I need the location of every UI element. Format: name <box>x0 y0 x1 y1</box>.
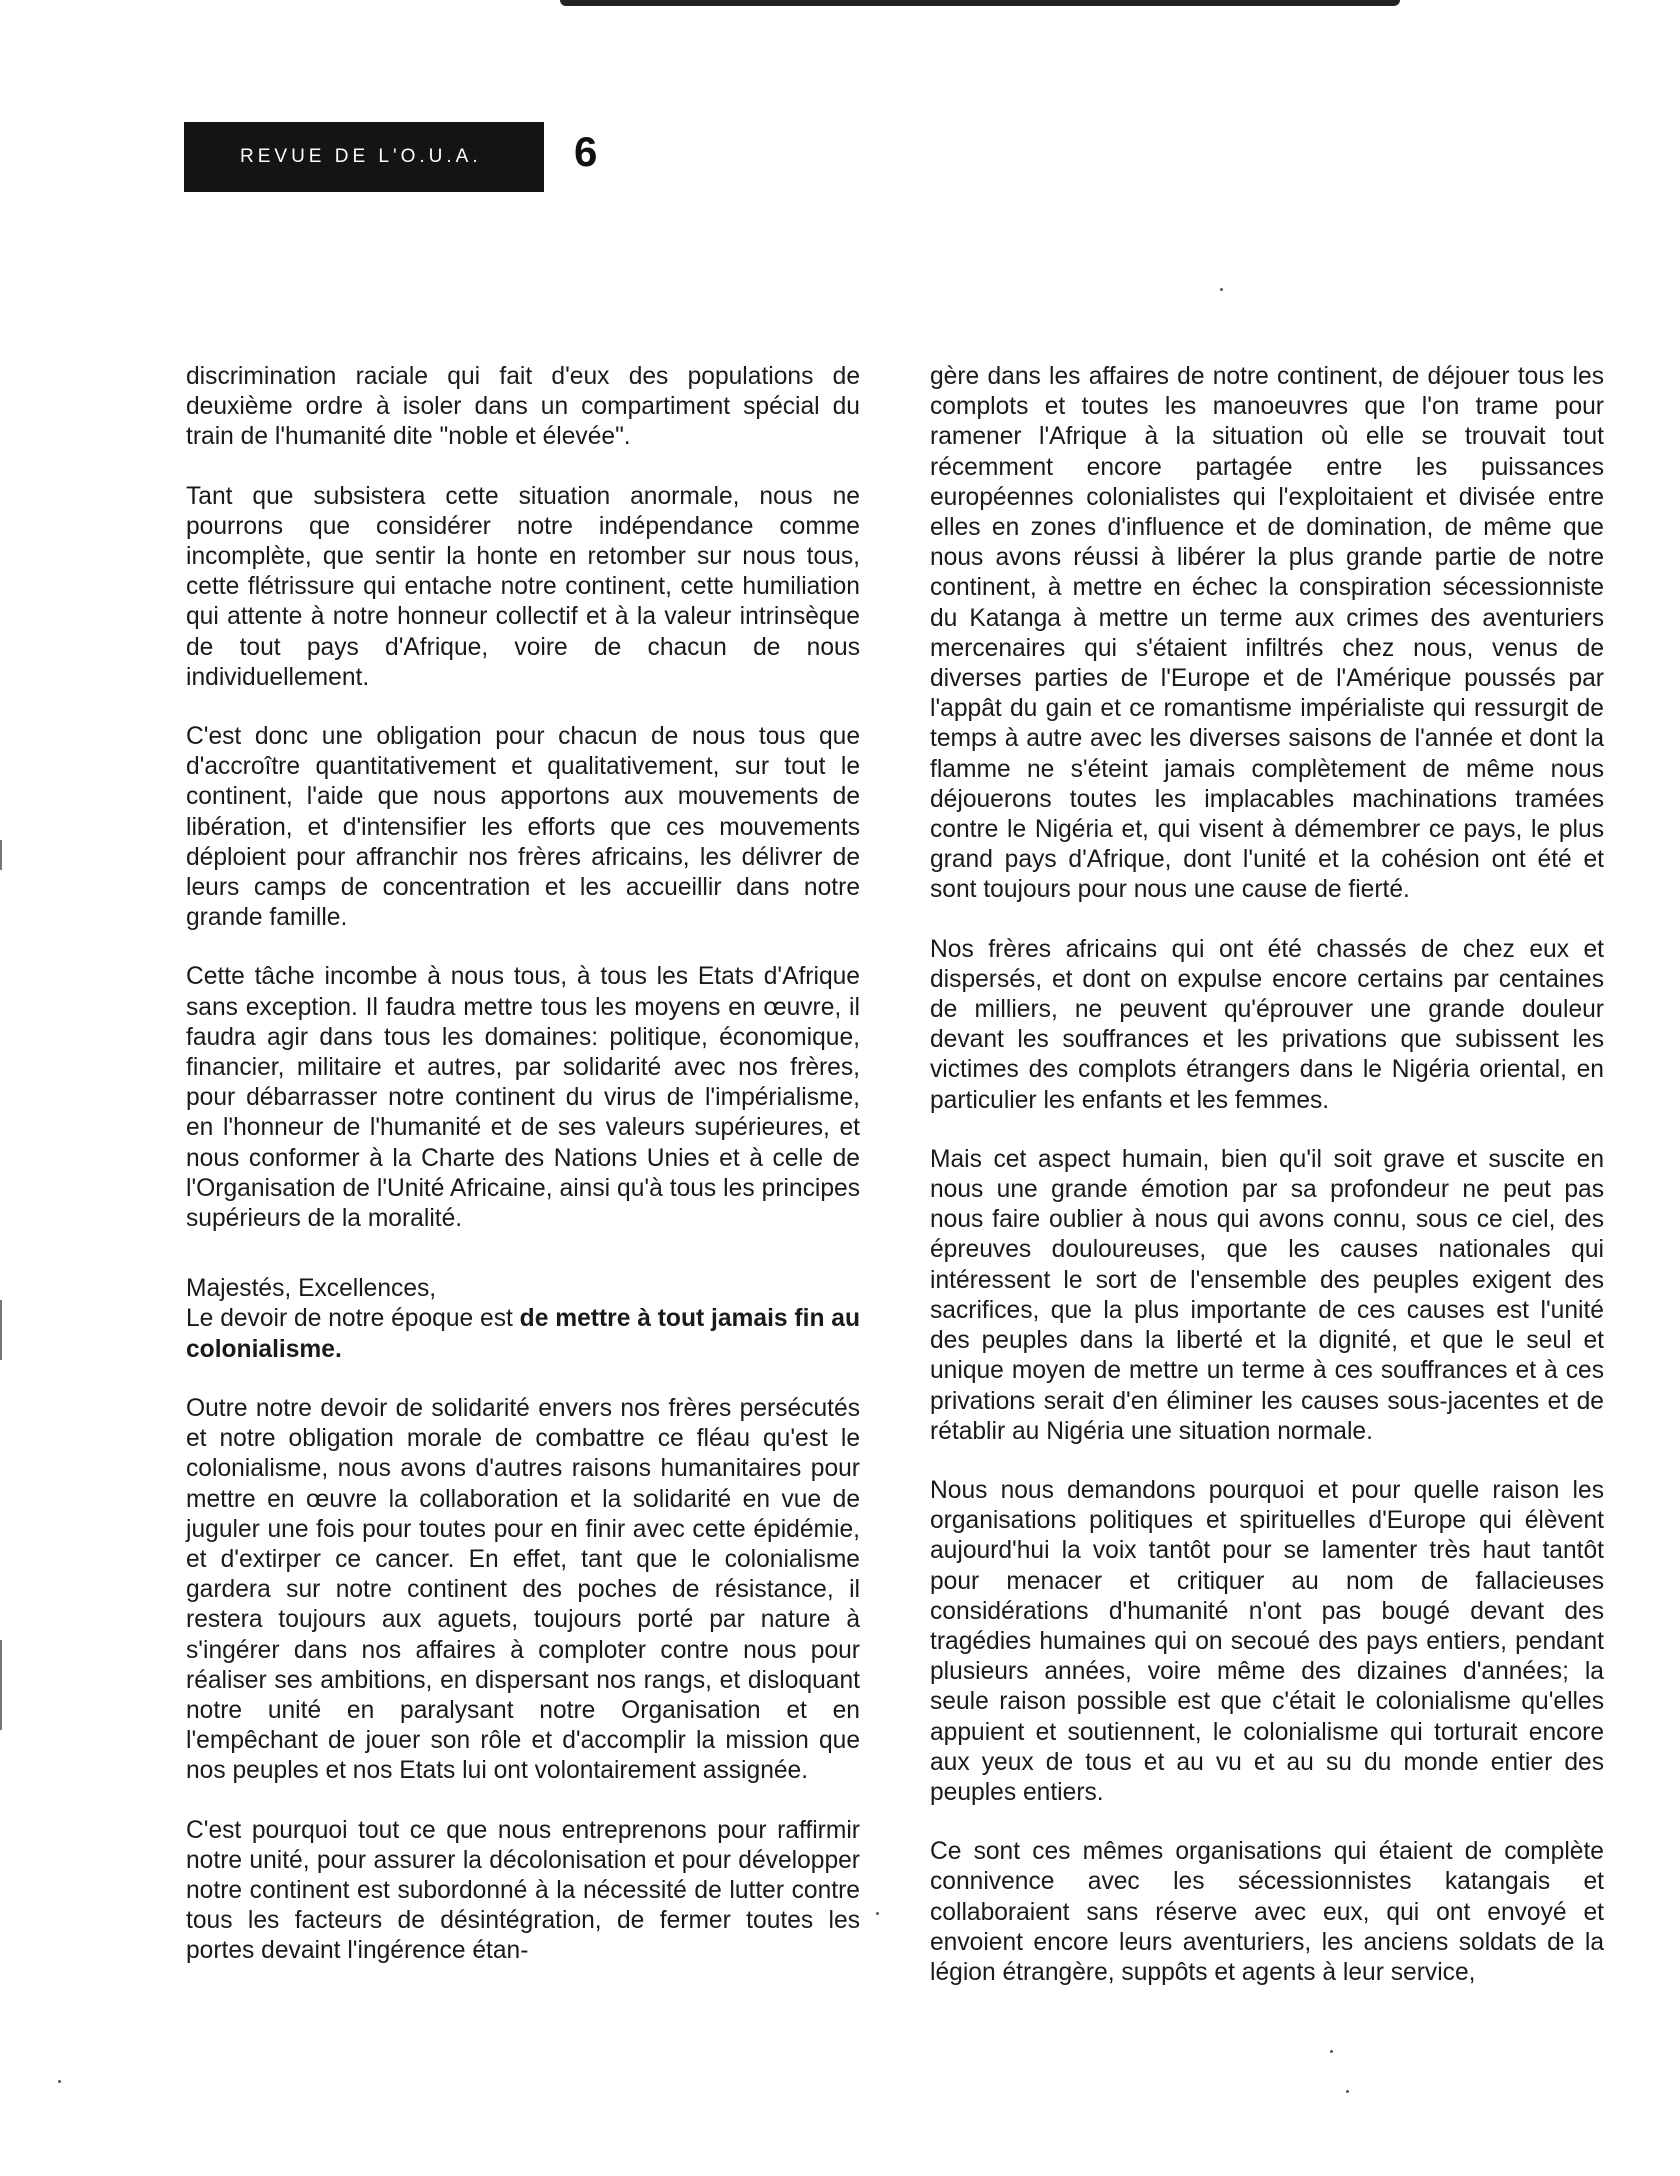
paragraph: Outre notre devoir de solidarité envers nos frères persécutés et notre obligation morale de combattre ce fléau qu'est le colonialisme, nous avons d'autres raisons humanitaires pour mettre en œuvre la collaboration et la solidarité en vue de juguler une fois pour toutes pour en finir avec cette épidémie, et d'extirper ce cancer. En effet, tant que le colonialisme gardera sur notre continent des poches de résistance, il restera toujours aux aguets, toujours porté par nature à s'ingérer dans nos affaires à comploter contre nous pour réaliser ses ambitions, en dispersant nos rangs, et disloquant notre unité en paralysant notre Organisation et en l'empêchant de jouer son rôle et d'accomplir la mission que nos peuples et nos Etats lui ont volontairement assignée. <box>186 1394 860 1785</box>
salutation: Majestés, Excellences, <box>186 1275 437 1303</box>
scan-speck <box>1346 2090 1349 2093</box>
scan-edge-mark <box>0 1300 2 1360</box>
left-column <box>186 362 860 1996</box>
top-edge-rule <box>560 0 1400 6</box>
scan-speck <box>58 2080 61 2083</box>
paragraph-emphasis <box>186 1304 860 1364</box>
paragraph: Nos frères africains qui ont été chassés de chez eux et dispersés, et dont on expulse encore certains par centaines de milliers, ne peuvent qu'éprouver une grande douleur devant les souffrances et les privations que subissent les victimes des complots étrangers dans le Nigéria oriental, en particulier les enfants et les femmes. <box>930 935 1604 1114</box>
scan-speck <box>1330 2050 1333 2053</box>
paragraph: Mais cet aspect humain, bien qu'il soit grave et suscite en nous une grande émotion par sa profondeur ne peut pas nous faire oublier à nous qui avons connu, sous ce ciel, des épreuves douloureuses, que les causes nationales qui intéressent le sort de l'ensemble des peuples exigent des sacrifices, que la plus importante de ces causes est l'unité des peuples dans la liberté et la dignité, et que le seul et unique moyen de mettre un terme à ces souffrances et à ces privations serait d'en éliminer les causes sous-jacentes et de rétablir au Nigéria une situation normale. <box>930 1145 1604 1445</box>
journal-title: REVUE DE L'O.U.A. <box>240 146 482 167</box>
paragraph: Nous nous demandons pourquoi et pour quelle raison les organisations politiques et spirituelles d'Europe qui élèvent aujourd'hui la voix tantôt pour se lamenter très haut tantôt pour menacer et critiquer au nom de fallacieuses considérations d'humanité n'ont pas bougé devant des tragédies humaines qui on secoué des pays entiers, pendant plusieurs années, voire même des dizaines d'années; la seule raison possible est que c'était le colonialisme qu'elles appuient et soutiennent, le colonialisme qui torturait encore aux yeux de tous et au vu et au su du monde entier des peuples entiers. <box>930 1476 1604 1806</box>
scan-edge-mark <box>0 1640 2 1730</box>
scan-edge-mark <box>0 840 2 870</box>
masthead-banner <box>184 122 544 192</box>
paragraph: discrimination raciale qui fait d'eux des populations de deuxième ordre à isoler dans un compartiment spécial du train de l'humanité dite "noble et élevée". <box>186 363 860 451</box>
paragraph: Ce sont ces mêmes organisations qui étaient de complète connivence avec les sécessionnistes katangais et collaboraient sans réserve avec eux, qui ont envoyé et envoient encore leurs aventuriers, les anciens soldats de la légion étrangère, suppôts et agents à leur service, <box>930 1838 1604 1986</box>
right-column <box>930 362 1604 2017</box>
paragraph: C'est pourquoi tout ce que nous entreprenons pour raffirmir notre unité, pour assurer la décolonisation et pour développer notre continent est subordonné à la nécessité de lutter contre tous les facteurs de désintégration, de fermer toutes les portes devaint l'ingérence étan- <box>186 1816 860 1965</box>
paragraph: gère dans les affaires de notre continent, de déjouer tous les complots et toutes les manoeuvres que l'on trame pour ramener l'Afrique à la situation où elle se trouvait tout récemment encore partagée entre les puissances européennes colonialistes qui l'exploitaient et divisée entre elles en zones d'influence et de domination, de même que nous avons réussi à libérer la plus grande partie de notre continent, à mettre en échec la conspiration sécessionniste du Katanga à mettre un terme aux crimes des aventuriers mercenaires qui s'étaient infiltrés chez nous, venus de diverses parties de l'Europe et de l'Amérique poussés par l'appât du gain et ce romantisme impérialiste qui ressurgit de temps à autre avec les diverses saisons de l'année et dont la flamme ne s'éteint jamais complètement de même nous déjouerons toutes les implacables machinations tramées contre le Nigéria et, qui visent à démembrer ce pays, le plus grand pays d'Afrique, dont l'unité et la cohésion ont été et sont toujours pour nous une cause de fierté. <box>930 363 1604 904</box>
paragraph: Cette tâche incombe à nous tous, à tous les Etats d'Afrique sans exception. Il faudra mettre tous les moyens en œuvre, il faudra agir dans tous les domaines: politique, économique, financier, militaire et autres, par solidarité avec nos frères, pour débarrasser notre continent du virus de l'impérialisme, en l'honneur de l'humanité et de ses valeurs supérieures, et nous conformer à la Charte des Nations Unies et à celle de l'Organisation de l'Unité Africaine, ainsi qu'à tous les principes supérieurs de la moralité. <box>186 963 860 1233</box>
emphasis-intro: Le devoir de notre époque est <box>186 1305 520 1333</box>
scan-speck <box>1220 288 1223 291</box>
page-number: 6 <box>574 128 598 175</box>
paragraph: Tant que subsistera cette situation anormale, nous ne pourrons que considérer notre indépendance comme incomplète, que sentir la honte en retomber sur nous tous, cette flétrissure qui entache notre continent, cette humiliation qui attente à notre honneur collectif et à la valeur intrinsèque de tout pays d'Afrique, voire de chacun de nous individuellement. <box>186 482 860 691</box>
paragraph: C'est donc une obligation pour chacun de nous tous que d'accroître quantitativement et qualitativement, sur tout le continent, l'aide que nous apportons aux mouvements de libération, et d'intensifier les efforts que ces mouvements déploient pour affranchir nos frères africains, les délivrer de leurs camps de concentration et les accueillir dans notre grande famille. <box>186 723 860 932</box>
emphasis-bold-text: de mettre à tout jamais fin au colonialisme. <box>186 1305 861 1363</box>
scan-speck <box>876 1912 879 1915</box>
